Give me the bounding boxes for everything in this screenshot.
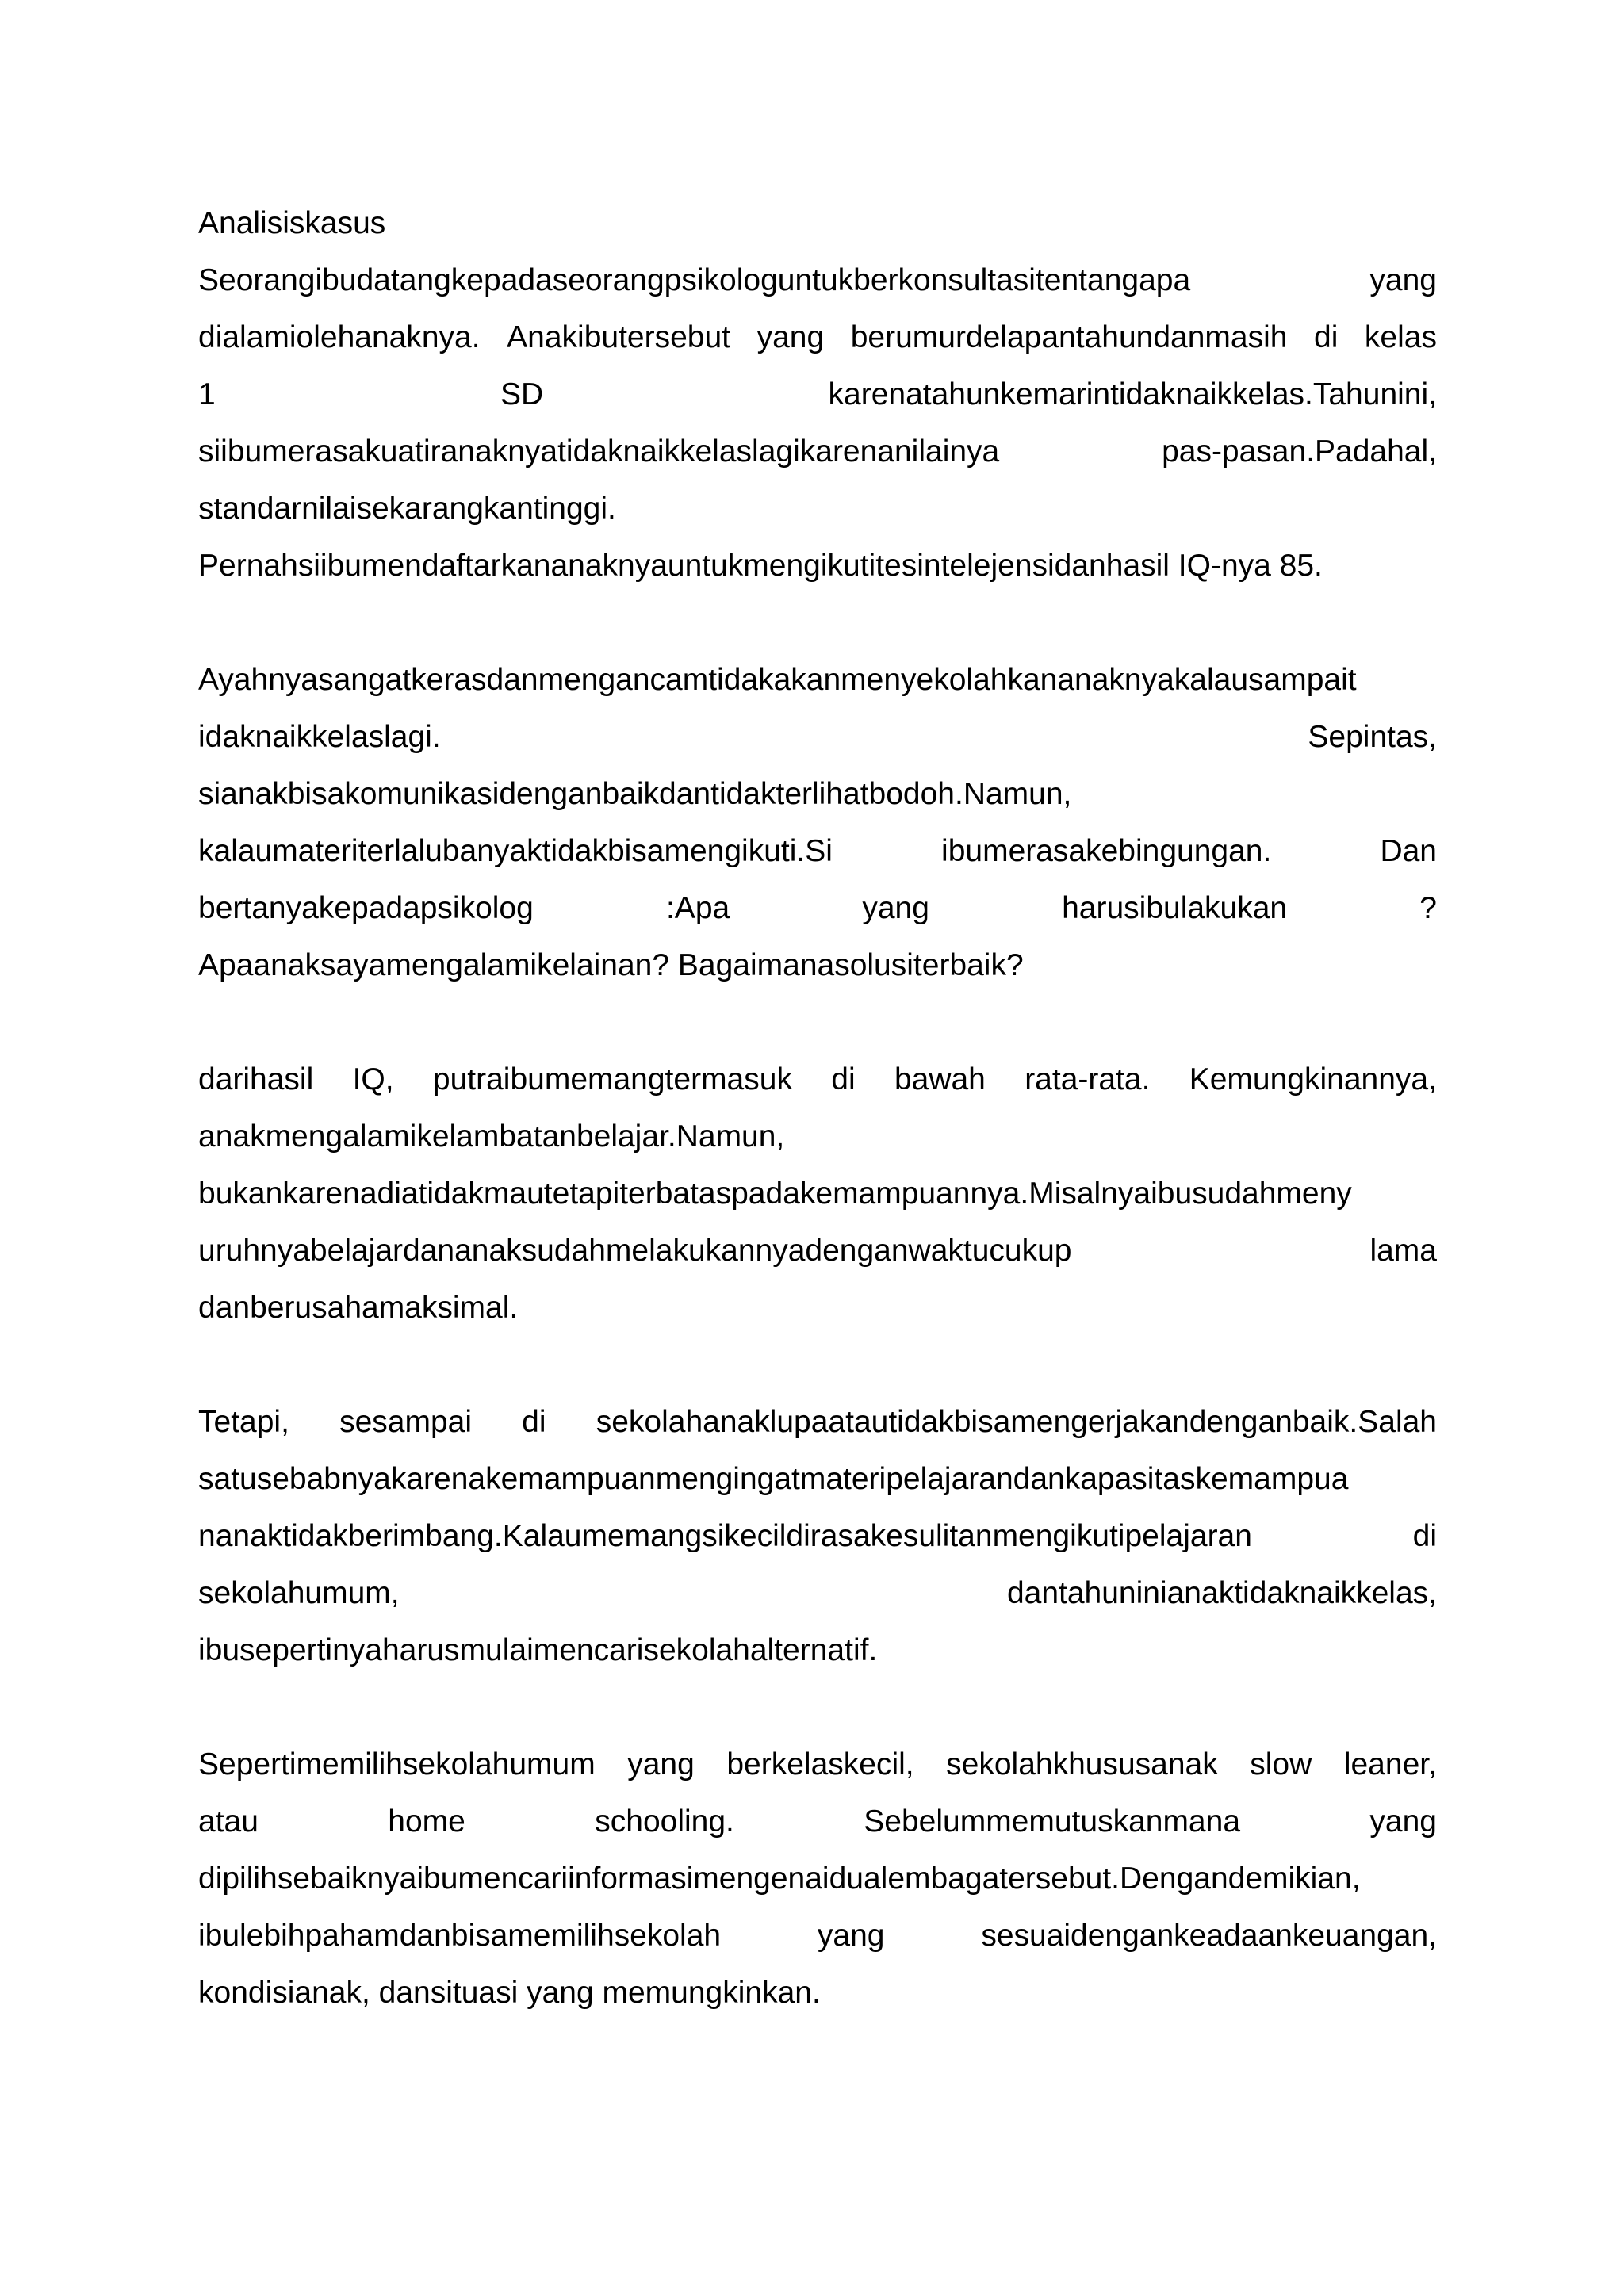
word: yang bbox=[756, 320, 825, 354]
text-line: standarnilaisekarangkantinggi. bbox=[198, 492, 616, 526]
text-line: ibusepertinyaharusmulaimencarisekolahalternatif. bbox=[198, 1633, 878, 1667]
text-line bbox=[198, 309, 1437, 366]
text-line bbox=[198, 709, 1437, 766]
word: yang bbox=[1369, 1804, 1437, 1839]
text-line: danberusahamaksimal. bbox=[198, 1291, 519, 1325]
word: Sebelummemutuskanmana bbox=[864, 1804, 1241, 1839]
word: ibulebihpahamdanbisamemilihsekolah bbox=[198, 1919, 722, 1953]
text-line bbox=[198, 1051, 1437, 1108]
word: pas-pasan.Padahal, bbox=[1162, 434, 1437, 469]
word: sekolahkhususanak bbox=[946, 1747, 1218, 1781]
word: Anakibutersebut bbox=[507, 320, 730, 354]
word: siibumerasakuatiranaknyatidaknaikkelaslagikarenanilainya bbox=[198, 434, 1000, 469]
text-line bbox=[198, 1394, 1437, 1451]
word: sekolahumum, bbox=[198, 1576, 400, 1610]
word: 1 bbox=[198, 377, 216, 411]
paragraph-5 bbox=[198, 1736, 1437, 2022]
word: di bbox=[1314, 320, 1339, 354]
word: bertanyakepadapsikolog bbox=[198, 891, 534, 925]
text-line bbox=[198, 823, 1437, 880]
paragraph-1 bbox=[198, 252, 1437, 595]
text-line: kondisianak, dansituasi yang memungkinkan. bbox=[198, 1976, 821, 2010]
word: uruhnyabelajardananaksudahmelakukannyadenganwaktucukup bbox=[198, 1234, 1072, 1268]
word: dantahuninianaktidaknaikkelas, bbox=[1006, 1576, 1437, 1610]
word: Tetapi, bbox=[198, 1405, 289, 1439]
word: yang bbox=[1369, 263, 1437, 297]
word: schooling. bbox=[595, 1804, 734, 1839]
word: :Apa bbox=[665, 891, 730, 925]
word: idaknaikkelaslagi. bbox=[198, 720, 441, 754]
word: atau bbox=[198, 1804, 259, 1839]
text-line: anakmengalamikelambatanbelajar.Namun, bbox=[198, 1119, 785, 1154]
word: home bbox=[388, 1804, 465, 1839]
word: sesampai bbox=[339, 1405, 472, 1439]
paragraph-4 bbox=[198, 1394, 1437, 1679]
word: sesuaidengankeadaankeuangan, bbox=[981, 1919, 1437, 1953]
text-line bbox=[198, 1565, 1437, 1622]
word: bawah bbox=[894, 1062, 986, 1096]
word: nanaktidakberimbang.Kalaumemangsikecildirasakesulitanmengikutipelajaran bbox=[198, 1519, 1252, 1553]
text-line: Ayahnyasangatkerasdanmengancamtidakakanmenyekolahkananaknyakalausampait bbox=[198, 663, 1357, 697]
word: slow bbox=[1250, 1747, 1312, 1781]
text-line bbox=[198, 252, 1437, 309]
word: IQ, bbox=[352, 1062, 394, 1096]
word: Seorangibudatangkepadaseorangpsikologuntukberkonsultasitentangapa bbox=[198, 263, 1191, 297]
word: Kemungkinannya, bbox=[1189, 1062, 1437, 1096]
word: yang bbox=[817, 1919, 885, 1953]
word: ? bbox=[1419, 891, 1437, 925]
word: di bbox=[522, 1405, 546, 1439]
word: rata-rata. bbox=[1025, 1062, 1151, 1096]
paragraph-spacer bbox=[198, 1337, 1437, 1394]
text-line: satusebabnyakarenakemampuanmengingatmateripelajarandankapasitaskemampua bbox=[198, 1462, 1349, 1496]
text-line bbox=[198, 1508, 1437, 1565]
text-line bbox=[198, 366, 1437, 423]
word: dialamiolehanaknya. bbox=[198, 320, 481, 354]
document-body bbox=[198, 252, 1437, 2022]
word: sekolahanaklupaatautidakbisamengerjakandenganbaik.Salah bbox=[596, 1405, 1437, 1439]
text-line bbox=[198, 1736, 1437, 1793]
text-line bbox=[198, 1908, 1437, 1965]
paragraph-3 bbox=[198, 1051, 1437, 1337]
text-line bbox=[198, 423, 1437, 480]
word: kelas bbox=[1364, 320, 1437, 354]
text-line: Pernahsiibumendaftarkananaknyauntukmengikutitesintelejensidanhasil IQ-nya 85. bbox=[198, 549, 1323, 583]
word: yang bbox=[627, 1747, 695, 1781]
paragraph-spacer bbox=[198, 1679, 1437, 1736]
text-line: sianakbisakomunikasidenganbaikdantidakterlihatbodoh.Namun, bbox=[198, 777, 1072, 811]
word: putraibumemangtermasuk bbox=[432, 1062, 792, 1096]
word: berkelaskecil, bbox=[726, 1747, 914, 1781]
text-line bbox=[198, 880, 1437, 937]
text-line bbox=[198, 1793, 1437, 1850]
word: yang bbox=[862, 891, 929, 925]
paragraph-spacer bbox=[198, 595, 1437, 652]
word: dipilihsebaiknyaibumencariinformasimengenaidualembagatersebut.Dengandemikian, bbox=[198, 1862, 1361, 1896]
word: di bbox=[1412, 1519, 1437, 1553]
word: Sepintas, bbox=[1308, 720, 1437, 754]
word: di bbox=[831, 1062, 856, 1096]
word: Dan bbox=[1380, 834, 1437, 868]
word: darihasil bbox=[198, 1062, 314, 1096]
word: kalaumateriterlalubanyaktidakbisamengikuti.Si bbox=[198, 834, 833, 868]
text-line: Apaanaksayamengalamikelainan? Bagaimanasolusiterbaik? bbox=[198, 948, 1024, 982]
word: berumurdelapantahundanmasih bbox=[850, 320, 1288, 354]
text-line: bukankarenadiatidakmautetapiterbataspadakemampuannya.Misalnyaibusudahmeny bbox=[198, 1177, 1352, 1211]
word: Sepertimemilihsekolahumum bbox=[198, 1747, 596, 1781]
word: harusibulakukan bbox=[1062, 891, 1288, 925]
word: karenatahunkemarintidaknaikkelas.Tahunini, bbox=[828, 377, 1437, 411]
text-line bbox=[198, 1223, 1437, 1280]
document-title: Analisiskasus bbox=[198, 206, 386, 240]
paragraph-spacer bbox=[198, 994, 1437, 1051]
document-page bbox=[198, 195, 1437, 2022]
word: ibumerasakebingungan. bbox=[941, 834, 1272, 868]
text-line bbox=[198, 1850, 1437, 1908]
word: SD bbox=[500, 377, 544, 411]
paragraph-2 bbox=[198, 652, 1437, 994]
word: leaner, bbox=[1343, 1747, 1437, 1781]
word: lama bbox=[1369, 1234, 1437, 1268]
